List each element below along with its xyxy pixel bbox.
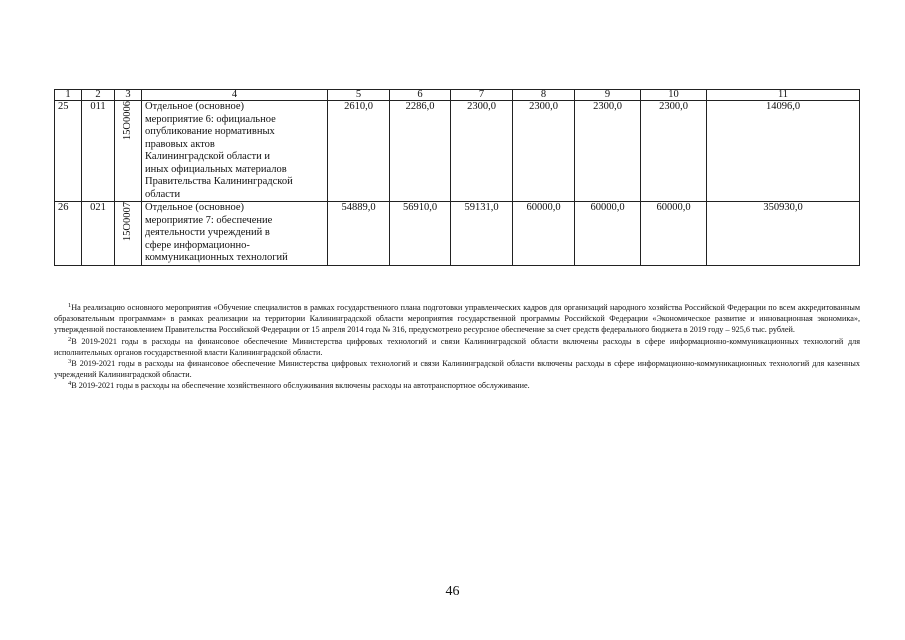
footnote — [54, 358, 860, 380]
row-number: 26 — [55, 202, 82, 266]
target-article-code: 15O0007 — [121, 202, 133, 242]
description-line: мероприятие 6: официальное — [145, 113, 276, 125]
column-header: 7 — [451, 90, 513, 101]
amount-cell: 2286,0 — [390, 101, 451, 202]
amount-cell: 2610,0 — [328, 101, 390, 202]
footnote-mark: 2 — [68, 335, 72, 343]
description-line: коммуникационных технологий — [145, 252, 288, 263]
description-line: сфере информационно- — [145, 239, 250, 251]
amount-cell: 60000,0 — [641, 202, 707, 266]
footnote-text: В 2019-2021 годы в расходы на финансовое обеспечение Министерства цифровых технологий и связи Калининградской области включены расходы в сфере информационно-коммуникационных технологий для казенных учреждений Калининградской области. — [54, 359, 860, 380]
footnote-mark: 3 — [68, 358, 72, 366]
column-header: 8 — [513, 90, 575, 101]
footnote-text: На реализацию основного мероприятия «Обучение специалистов в рамках государственного плана подготовки управленческих кадров для организаций народного хозяйства Российской Федерации по всем аккредитованным образовательным программам» в рамках реализации на территории Калининградской области мероприятия государственной программы Российской Федерации «Экономическое развитие и инновационная экономика», утвержденной постановлением Правительства Российской Федерации от 15 апреля 2014 года № 316, предусмотрено ресурсное обеспечение за счет средств федерального бюджета в 2019 году – 925,6 тыс. рублей. — [54, 303, 860, 335]
column-header: 11 — [707, 90, 860, 101]
description-line: области — [145, 188, 181, 200]
footnote-mark: 4 — [68, 380, 72, 388]
footnote — [54, 336, 860, 358]
page-number: 46 — [445, 584, 460, 599]
column-header: 2 — [82, 90, 115, 101]
description-line: деятельности учреждений в — [145, 227, 270, 238]
total-cell: 14096,0 — [707, 101, 860, 202]
amount-cell: 60000,0 — [513, 202, 575, 266]
target-article-code: 15O0006 — [121, 101, 133, 141]
description-line: Правительства Калининградской — [145, 176, 293, 187]
footnote — [54, 380, 860, 391]
description-line: Отдельное (основное) — [145, 101, 244, 112]
description-line: Калининградской области и — [145, 151, 270, 162]
column-header: 10 — [641, 90, 707, 101]
amount-cell: 2300,0 — [451, 101, 513, 202]
amount-cell: 56910,0 — [390, 202, 451, 266]
table-row — [55, 101, 860, 202]
footnote-text: В 2019-2021 годы в расходы на финансовое обеспечение Министерства цифровых технологий и связи Калининградской области включены расходы в сфере информационно-коммуникационных технологий для исполнительных органов государственной власти Калининградской области. — [54, 336, 860, 357]
description-line: опубликование нормативных — [145, 126, 275, 137]
measure-description — [142, 202, 328, 266]
table-header-row — [55, 90, 860, 101]
column-header: 9 — [575, 90, 641, 101]
target-article-cell — [115, 101, 142, 202]
description-line: Отдельное (основное) — [145, 202, 244, 213]
description-line: иных официальных материалов — [145, 163, 287, 175]
measure-description — [142, 101, 328, 202]
amount-cell: 60000,0 — [575, 202, 641, 266]
column-header: 3 — [115, 90, 142, 101]
amount-cell: 59131,0 — [451, 202, 513, 266]
budget-table — [54, 89, 860, 266]
target-article-cell — [115, 202, 142, 266]
column-header: 1 — [55, 90, 82, 101]
footnote-text: В 2019-2021 годы в расходы на обеспечение хозяйственного обслуживания включены расходы на автотранспортное обслуживание. — [71, 381, 530, 391]
description-line: правовых актов — [145, 138, 215, 150]
description-line: мероприятие 7: обеспечение — [145, 214, 273, 226]
program-code: 011 — [82, 101, 115, 202]
column-header: 6 — [390, 90, 451, 101]
footnote — [54, 302, 860, 336]
total-cell: 350930,0 — [707, 202, 860, 266]
footnote-mark: 1 — [68, 302, 72, 309]
footnotes — [54, 302, 860, 392]
amount-cell: 2300,0 — [575, 101, 641, 202]
column-header: 5 — [328, 90, 390, 101]
program-code: 021 — [82, 202, 115, 266]
table-row — [55, 202, 860, 266]
amount-cell: 54889,0 — [328, 202, 390, 266]
amount-cell: 2300,0 — [641, 101, 707, 202]
column-header: 4 — [142, 90, 328, 101]
row-number: 25 — [55, 101, 82, 202]
amount-cell: 2300,0 — [513, 101, 575, 202]
